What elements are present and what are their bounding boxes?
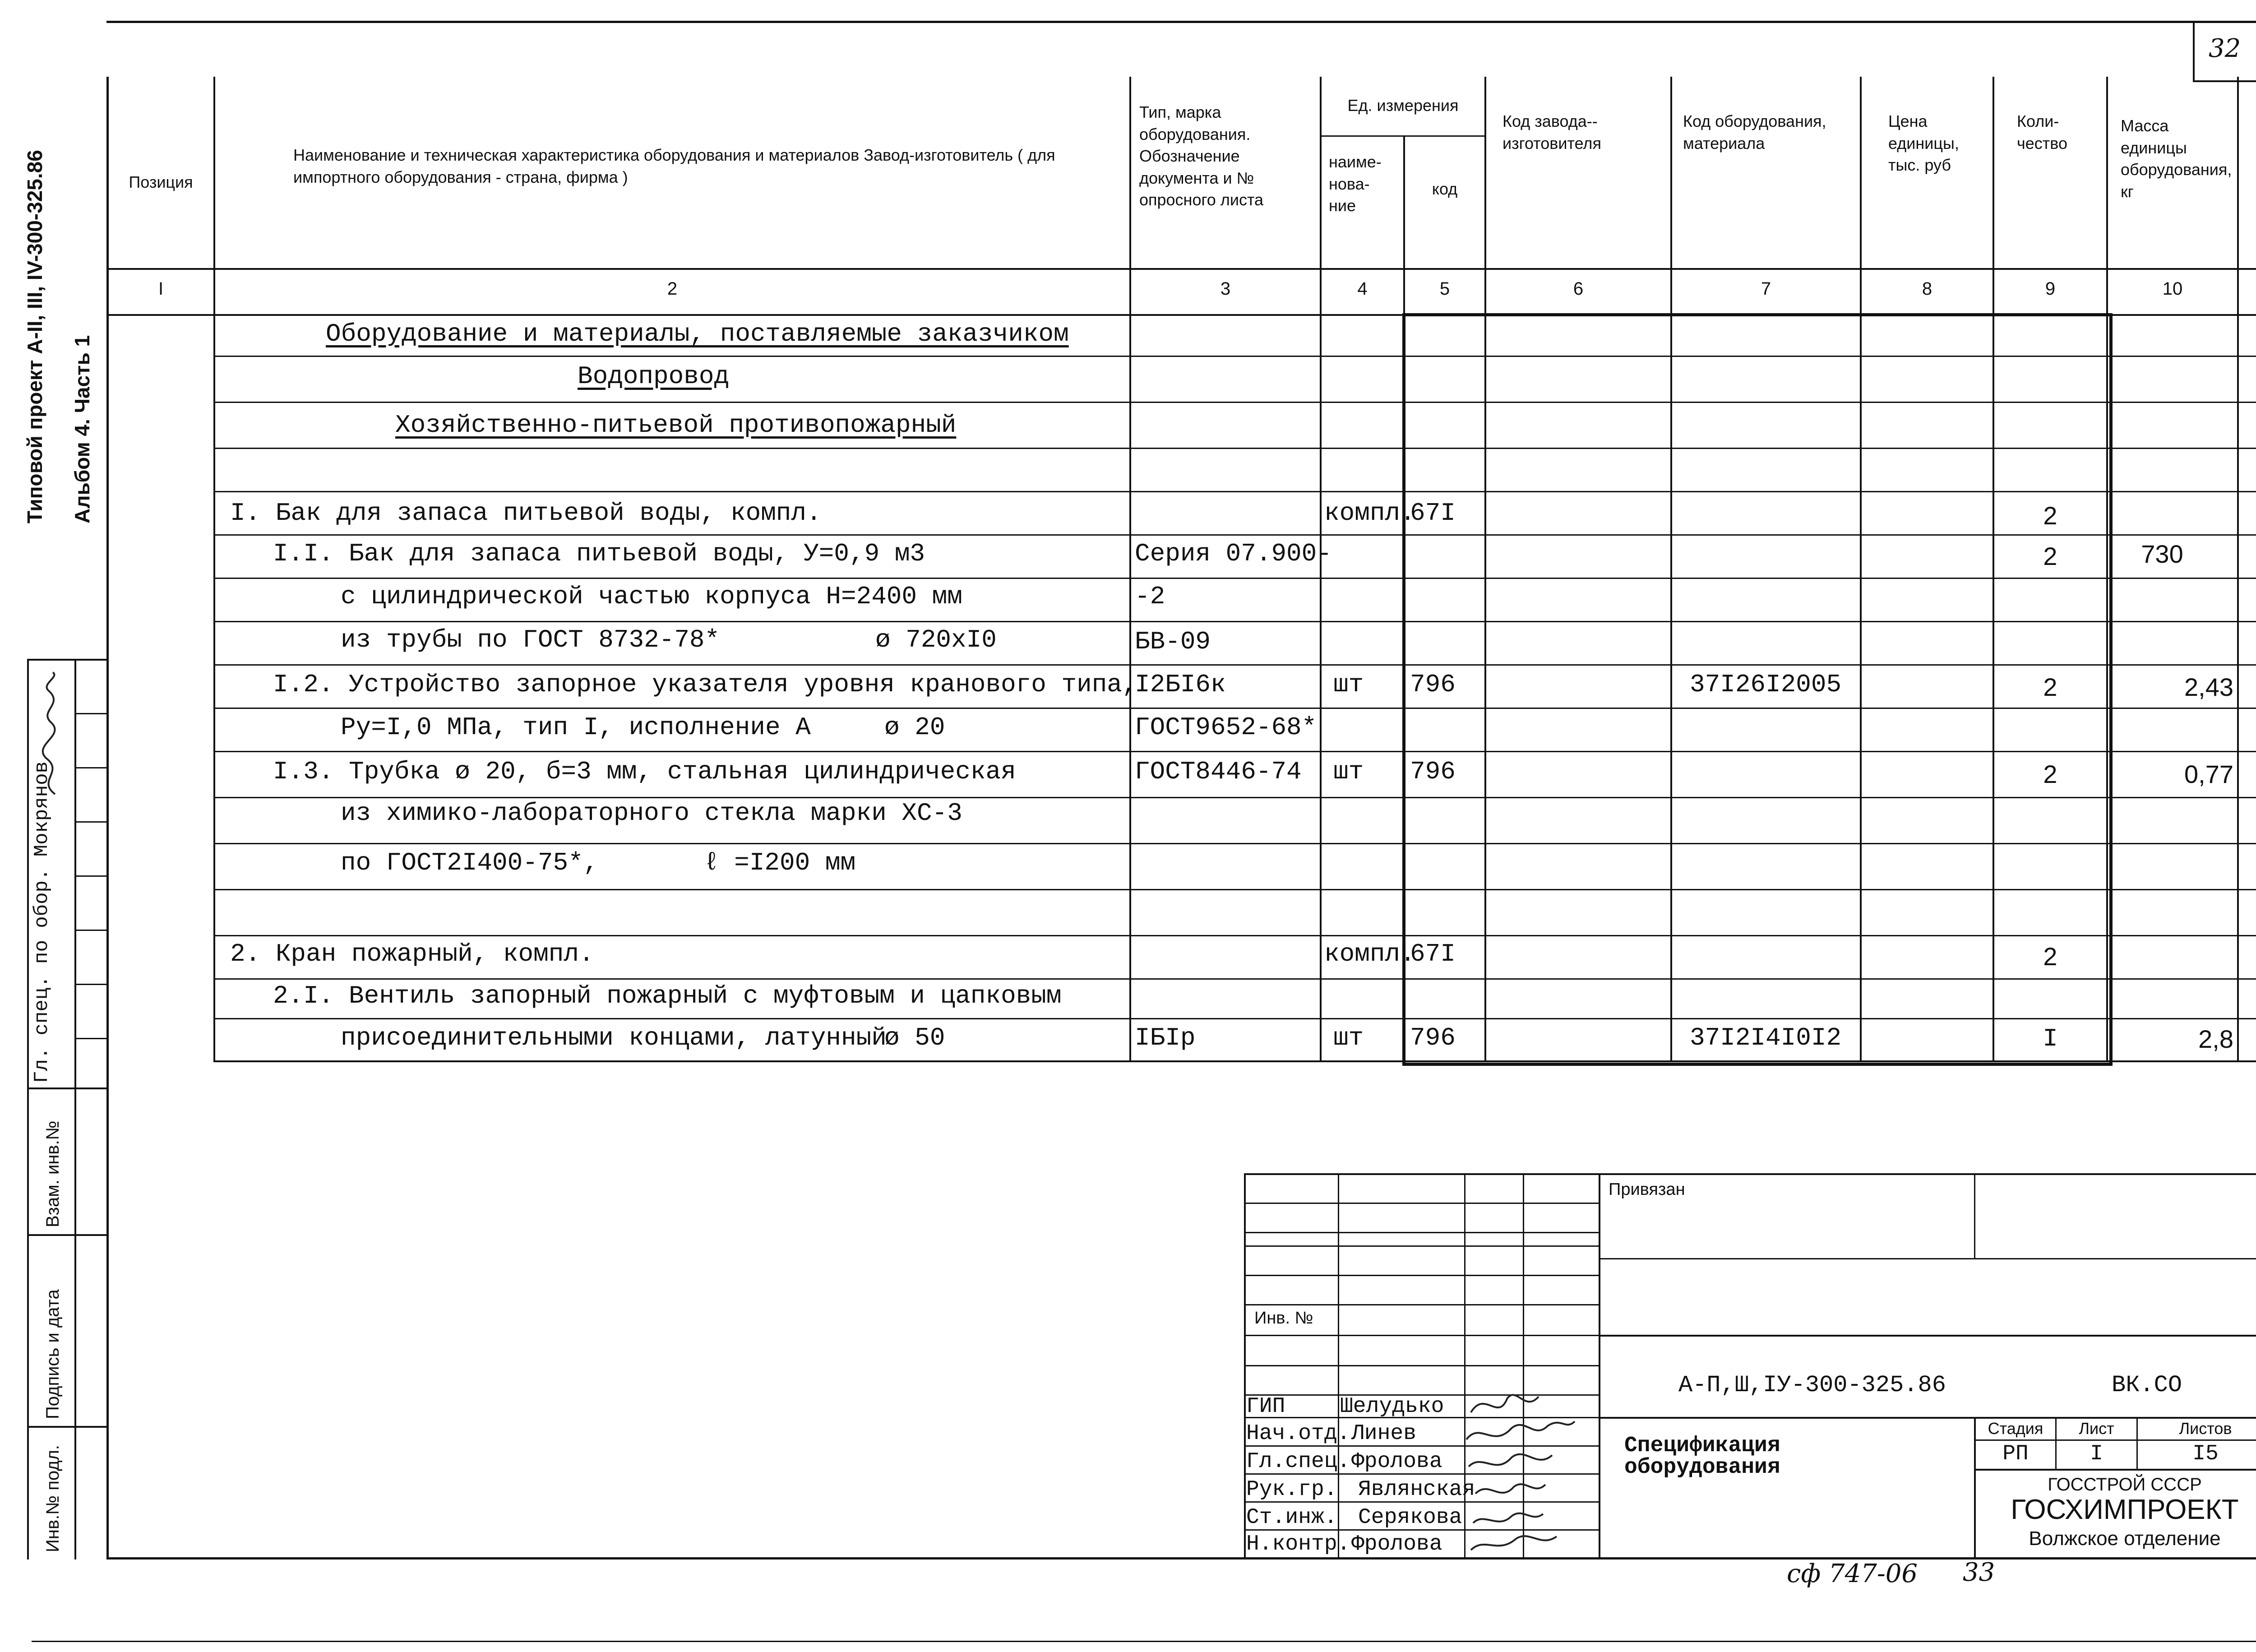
page-number: 32	[2209, 34, 2241, 63]
margin-col-divider	[74, 659, 76, 1559]
stamp-org-volzhskoe: Волжское отделение	[2029, 1527, 2221, 1550]
margin-sep-1	[27, 1087, 108, 1089]
row-name: Ру=I,0 МПа, тип I, исполнение А	[341, 713, 811, 742]
row-unit: шт	[1333, 1023, 1364, 1052]
stamp-main-top	[1599, 1335, 2256, 1337]
row-extra: ℓ =I200 мм	[704, 848, 856, 877]
row-unit: компл.	[1324, 499, 1415, 528]
col-line-1	[213, 77, 215, 1062]
row-extra: ø 50	[884, 1023, 945, 1052]
row-line	[213, 889, 2256, 890]
sheet-bottom-rule	[32, 1641, 2256, 1642]
row-mass: 0,77	[2184, 760, 2233, 788]
stamp-info-row	[1974, 1439, 2256, 1441]
col-number-7: 7	[1761, 279, 1771, 299]
row-code: 796	[1410, 757, 1456, 786]
row-extra: ø 720хI0	[875, 625, 997, 654]
header-unit-name: наиме-нова-ние	[1329, 153, 1382, 215]
col-number-5: 5	[1439, 279, 1450, 299]
stamp-row	[1244, 1245, 1599, 1247]
margin-small-5	[74, 930, 108, 931]
stamp-row	[1244, 1203, 1599, 1204]
header-factory-code: Код завода--изготовителя	[1502, 112, 1601, 153]
header-quantity: Коли-чество	[2017, 112, 2068, 153]
row-unit: компл.	[1324, 939, 1415, 968]
stamp-privyazan-bottom	[1599, 1258, 2256, 1259]
stamp-mark: ВК.СО	[2112, 1372, 2182, 1398]
stamp-org-gosstroy: ГОССТРОЙ СССР	[2048, 1475, 2202, 1495]
row-name: I.2. Устройство запорное указателя уровня кранового типа,	[273, 670, 1137, 699]
row-mass: 730	[2141, 540, 2183, 568]
row-name: 2. Кран пожарный, компл.	[230, 939, 594, 968]
row-line	[213, 491, 2256, 492]
stamp-role: ГИП	[1246, 1394, 1285, 1419]
row-code: 67I	[1410, 939, 1456, 968]
stamp-list-header: Лист	[2079, 1419, 2114, 1438]
row-qty: 2	[2043, 760, 2057, 788]
margin-signature	[28, 668, 73, 803]
stamp-stadia-header: Стадия	[1988, 1419, 2043, 1438]
stamp-person-name: Шелудько	[1340, 1394, 1444, 1419]
stamp-person-name: Фролова	[1351, 1449, 1442, 1474]
row-type: -2	[1135, 582, 1165, 611]
row-qty: I	[2043, 1024, 2058, 1053]
row-mass: 2,43	[2184, 673, 2233, 701]
side-podpis-data: Подпись и дата	[43, 1289, 63, 1419]
row-name: присоединительными концами, латунный	[341, 1023, 887, 1052]
col-number-4: 4	[1357, 279, 1368, 299]
stamp-role: Ст.инж.	[1246, 1505, 1337, 1530]
stamp-inv-label: Инв. №	[1254, 1309, 1313, 1328]
margin-sep-3	[27, 1426, 108, 1428]
bottom-number: 33	[1963, 1558, 1995, 1587]
stamp-listov-value: I5	[2192, 1442, 2219, 1466]
stamp-person-name: Линев	[1351, 1421, 1417, 1446]
row-line	[213, 843, 2256, 844]
row-line	[213, 534, 2256, 536]
row-line	[213, 797, 2256, 798]
margin-small-2	[74, 767, 108, 768]
stamp-person-name: Фролова	[1351, 1532, 1442, 1556]
row-line	[213, 751, 2256, 752]
row-type: ГОСТ8446-74	[1135, 757, 1302, 786]
section-title-household: Хозяйственно-питьевой противопожарный	[395, 411, 957, 440]
row-name: I.3. Трубка ø 20, б=3 мм, стальная цилиндрическая	[273, 757, 1016, 786]
col-line-3	[1320, 77, 1322, 1062]
col-number-9: 9	[2045, 279, 2056, 299]
row-mass: 2,8	[2198, 1025, 2233, 1053]
row-name: по ГОСТ2I400-75*,	[341, 848, 599, 877]
col-number-1: I	[158, 279, 164, 299]
stamp-role: Гл.спец.	[1246, 1449, 1350, 1474]
col-number-2: 2	[667, 279, 678, 299]
header-bottom	[106, 268, 2256, 270]
header-price: Цена единицы, тыс. руб	[1888, 112, 1959, 175]
section-title-water: Водопровод	[578, 362, 730, 391]
col-number-6: 6	[1573, 279, 1584, 299]
stamp-row	[1244, 1304, 1599, 1305]
margin-small-6	[74, 984, 108, 985]
margin-small-1	[74, 713, 108, 714]
bottom-note: сф 747-06	[1787, 1559, 1918, 1588]
stamp-doc-code: А-П,Ш,IУ-300-325.86	[1678, 1372, 1946, 1398]
table-bottom	[213, 1060, 2256, 1062]
header-position: Позиция	[129, 173, 193, 191]
section-title-supplied: Оборудование и материалы, поставляемые заказчиком	[326, 319, 1069, 348]
col-number-8: 8	[1922, 279, 1932, 299]
col-number-3: 3	[1220, 279, 1231, 299]
stamp-div-d	[1599, 1173, 1600, 1557]
row-code: 796	[1410, 1023, 1456, 1052]
page-number-box-left	[2193, 21, 2195, 82]
row-unit: шт	[1333, 670, 1364, 699]
row-material-code: 37I2I4I0I2	[1690, 1023, 1842, 1052]
page-number-box-bottom	[2193, 80, 2256, 82]
stamp-row	[1244, 1275, 1599, 1276]
stamp-title-top	[1599, 1417, 2256, 1419]
row-name: из трубы по ГОСТ 8732-78*	[341, 625, 720, 654]
col-line-2	[1129, 77, 1131, 1062]
margin-sep-2	[27, 1234, 108, 1236]
stamp-person-name: Являнская	[1358, 1477, 1475, 1502]
row-line	[213, 935, 2256, 936]
stamp-top	[1244, 1173, 2256, 1175]
row-line	[213, 578, 2256, 579]
row-material-code: 37I26I2005	[1690, 670, 1842, 699]
margin-small-7	[74, 1038, 108, 1039]
header-mass: Масса единицы оборудования, кг	[2121, 116, 2232, 201]
row-code: 67I	[1410, 499, 1456, 528]
units-subheader-line	[1320, 135, 1486, 137]
stamp-role: Нач.отд.	[1246, 1421, 1350, 1446]
row-name: из химико-лабораторного стекла марки ХС-3	[341, 799, 962, 828]
row-line	[213, 978, 2256, 980]
row-line	[213, 664, 2256, 666]
stamp-list-value: I	[2090, 1442, 2103, 1466]
stamp-info-row2	[1974, 1469, 2256, 1471]
row-line	[213, 448, 2256, 449]
row-name: I. Бак для запаса питьевой воды, компл.	[230, 499, 822, 528]
stamp-listov-header: Листов	[2179, 1419, 2232, 1438]
row-qty: 2	[2043, 942, 2057, 971]
stamp-row	[1244, 1335, 1599, 1336]
row-name: 2.I. Вентиль запорный пожарный с муфтовым и цапковым	[273, 981, 1062, 1010]
stamp-row	[1244, 1365, 1599, 1366]
side-inv-podl: Инв.№ подл.	[43, 1444, 63, 1552]
row-type: БВ-09	[1135, 627, 1211, 656]
col-line-10	[2237, 77, 2239, 1062]
stamp-stadia-value: РП	[2002, 1442, 2029, 1466]
row-code: 796	[1410, 670, 1456, 699]
stamp-role: Рук.гр.	[1246, 1477, 1337, 1502]
row-extra: ø 20	[884, 713, 945, 742]
row-qty: 2	[2043, 542, 2057, 570]
row-line	[213, 708, 2256, 709]
stamp-title: Спецификация оборудования	[1624, 1434, 1780, 1480]
side-project-title: Типовой проект А-II, III, IV-300-325.86	[23, 150, 46, 523]
margin-box-top	[27, 659, 108, 661]
row-name: с цилиндрической частью корпуса Н=2400 мм	[341, 582, 962, 611]
side-gl-spec: Гл. спец. по обор. Мокрянов	[31, 761, 53, 1083]
stamp-signatures	[1457, 1385, 1593, 1557]
header-type: Тип, марка оборудования. Обозначение документа и № опросного листа	[1139, 103, 1264, 209]
row-type: Серия 07.900-	[1135, 539, 1332, 568]
header-name: Наименование и техническая характеристика оборудования и материалов Завод-изготовитель ( для импортного оборудования - страна, фирма )	[293, 146, 1055, 186]
frame-bottom	[106, 1557, 2256, 1559]
frame-top	[106, 21, 2256, 23]
header-material-code: Код оборудования, материала	[1683, 112, 1826, 153]
stamp-privyazan-right	[1974, 1173, 1975, 1259]
row-type: IБIр	[1135, 1023, 1196, 1052]
row-qty: 2	[2043, 673, 2057, 701]
header-units-group: Ед. измерения	[1347, 96, 1459, 115]
margin-small-3	[74, 821, 108, 823]
row-type: I2БI6к	[1135, 670, 1226, 699]
side-album: Альбом 4. Часть 1	[70, 335, 94, 523]
row-line	[213, 356, 2256, 357]
row-name: I.I. Бак для запаса питьевой воды, У=0,9 м3	[273, 539, 925, 568]
row-line	[213, 1018, 2256, 1019]
stamp-role: Н.контр.	[1246, 1532, 1350, 1556]
col-number-10: 10	[2162, 279, 2183, 299]
side-vzam-inv: Взам. инв.№	[43, 1120, 63, 1227]
row-type: ГОСТ9652-68*	[1135, 713, 1317, 742]
row-qty: 2	[2043, 501, 2057, 530]
stamp-org-goshimproekt: ГОСХИМПРОЕКТ	[2011, 1494, 2239, 1525]
stamp-row	[1244, 1232, 1599, 1233]
row-unit: шт	[1333, 757, 1364, 786]
row-line	[213, 402, 2256, 403]
stamp-privyazan-label: Привязан	[1609, 1180, 1685, 1199]
stamp-person-name: Серякова	[1358, 1505, 1462, 1530]
margin-small-4	[74, 875, 108, 877]
row-line	[213, 621, 2256, 622]
header-unit-code: код	[1432, 180, 1458, 198]
